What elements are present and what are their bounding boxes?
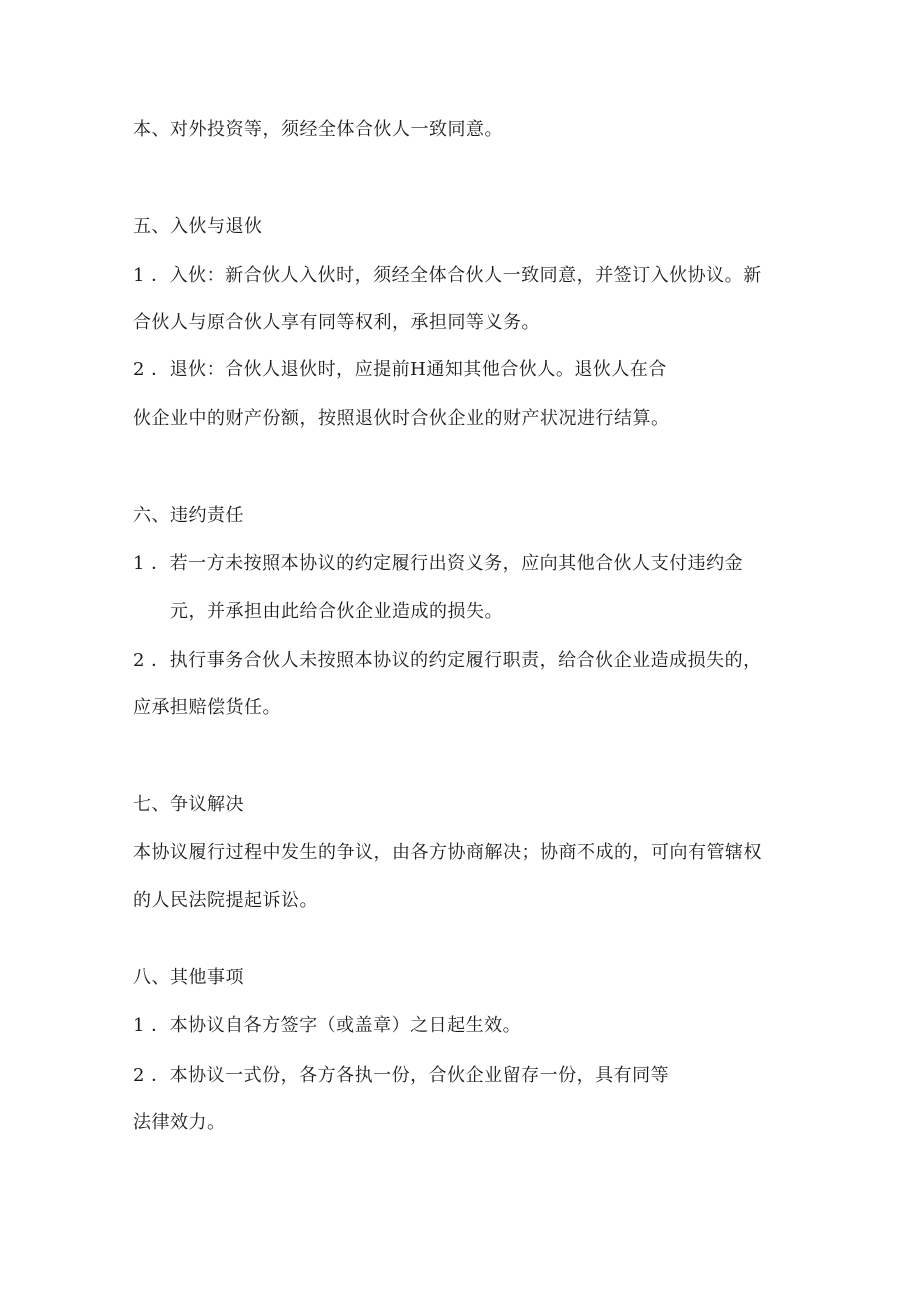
paragraph-line: 的人民法院提起诉讼。 [133, 890, 318, 911]
section-heading: 八、其他事项 [133, 967, 244, 988]
paragraph-line: 1 ．入伙：新合伙人入伙时，须经全体合伙人一致同意，并签订入伙协议。新 [133, 265, 762, 286]
paragraph-line: 伙企业中的财产份额，按照退伙时合伙企业的财产状况进行结算。 [133, 408, 670, 429]
paragraph-line: 2 ．执行事务合伙人未按照本协议的约定履行职责，给合伙企业造成损失的， [133, 650, 762, 671]
paragraph-line: 法律效力。 [133, 1112, 226, 1133]
paragraph-line: 1 ．本协议自各方签字（或盖章）之日起生效。 [133, 1015, 522, 1036]
section-heading: 七、争议解决 [133, 794, 244, 815]
paragraph-line: 元，并承担由此给合伙企业造成的损失。 [170, 601, 503, 622]
paragraph-line: 应承担赔偿货任。 [133, 697, 281, 718]
paragraph-line: 2 ．退伙：合伙人退伙时，应提前H通知其他合伙人。退伙人在合 [133, 359, 667, 380]
paragraph-line: 本协议履行过程中发生的争议，由各方协商解决；协商不成的，可向有管辖权 [133, 842, 762, 863]
section-heading: 五、入伙与退伙 [133, 216, 263, 237]
paragraph-line: 1 ．若一方未按照本协议的约定履行出资义务，应向其他合伙人支付违约金 [133, 553, 744, 574]
paragraph-line: 本、对外投资等，须经全体合伙人一致同意。 [133, 119, 503, 140]
paragraph-line: 合伙人与原合伙人享有同等权利，承担同等义务。 [133, 312, 540, 333]
section-heading: 六、违约责任 [133, 505, 244, 526]
paragraph-line: 2 ．本协议一式份，各方各执一份，合伙企业留存一份，具有同等 [133, 1065, 670, 1086]
